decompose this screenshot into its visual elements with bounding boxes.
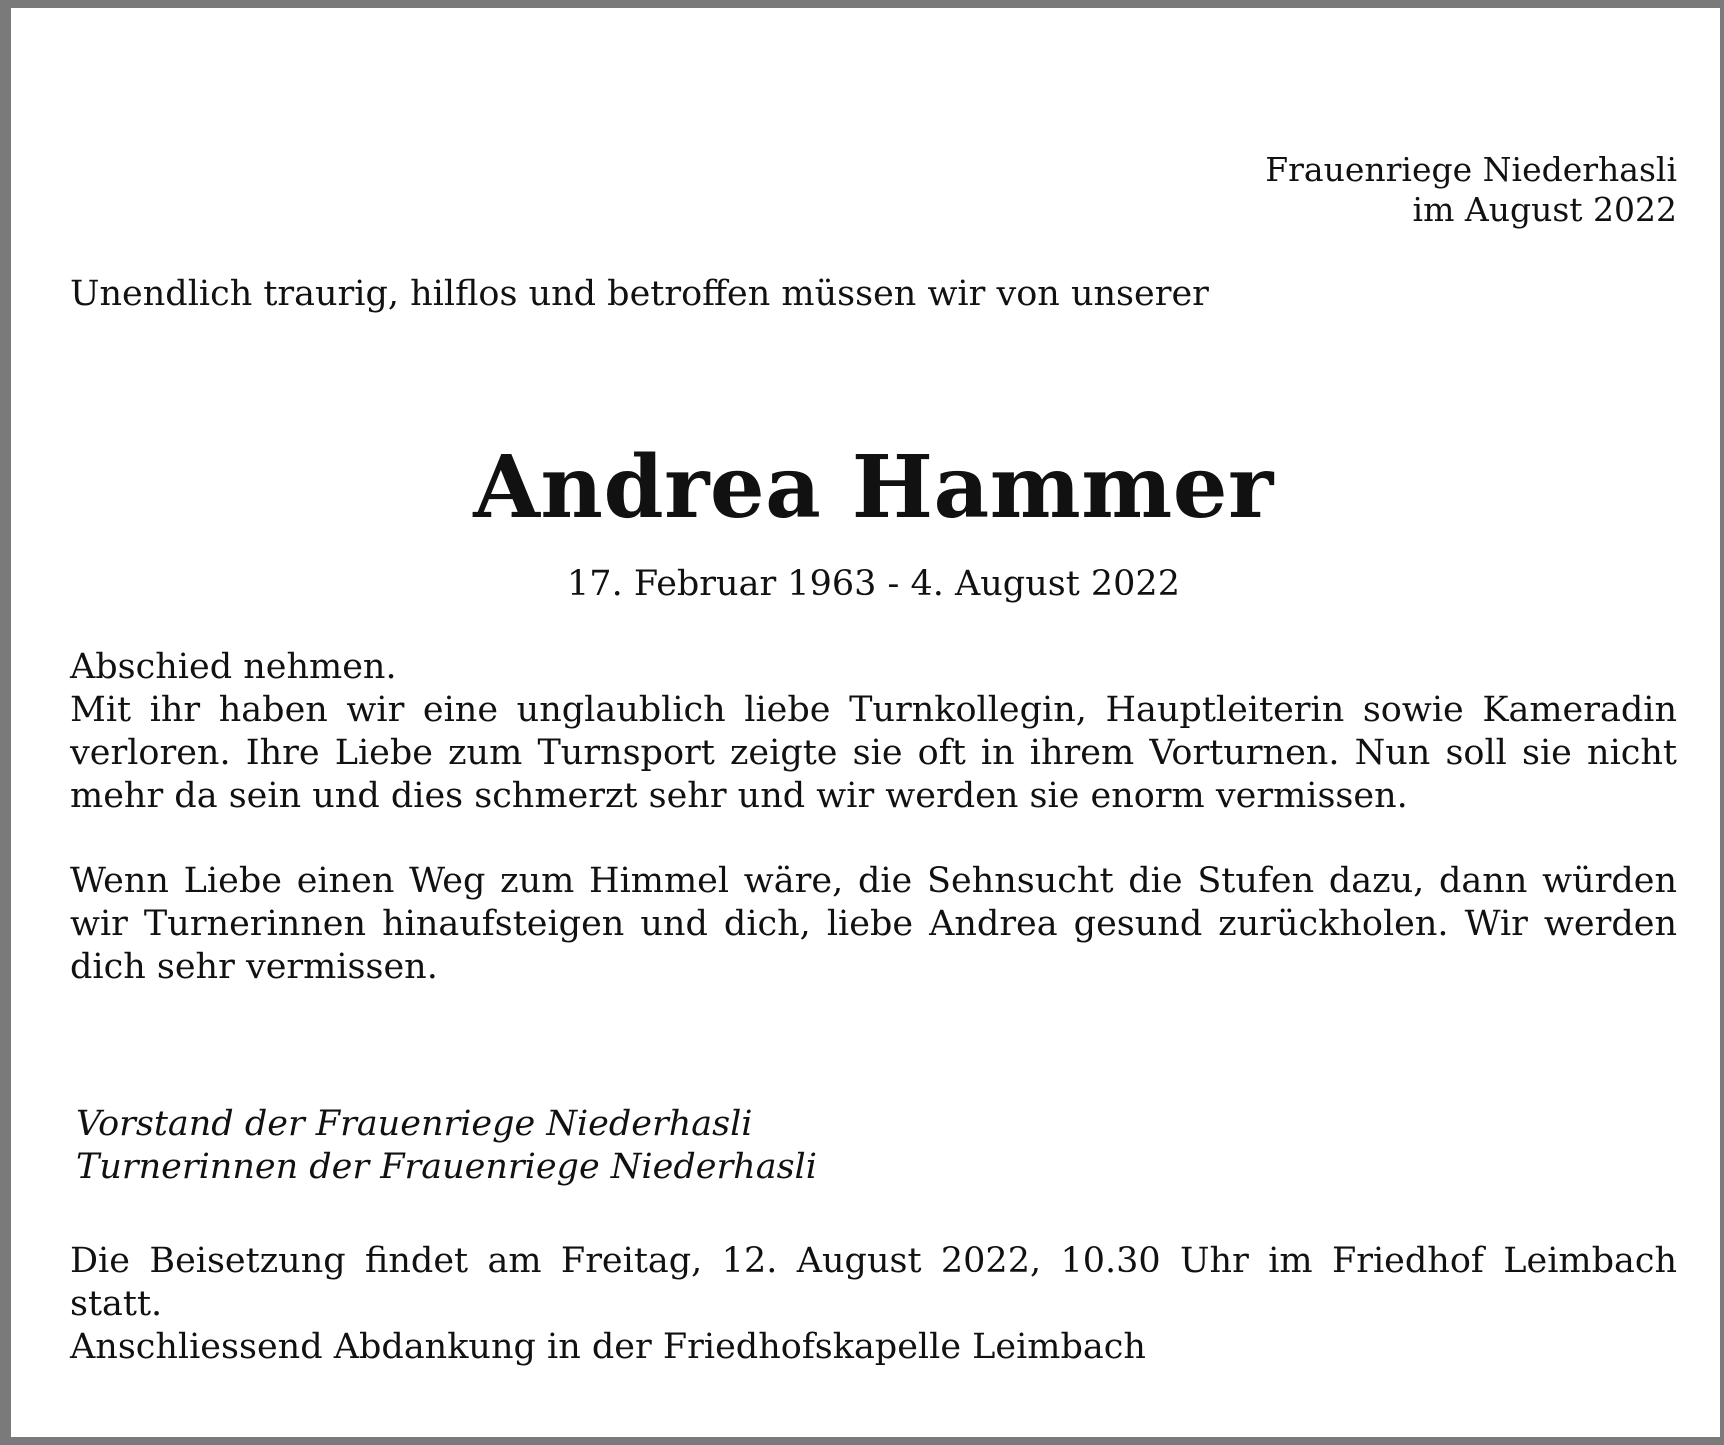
burial-text: Die Beisetzung findet am Freitag, 12. August 2022, 10.30 Uhr im Friedhof Leimbach statt. [70,1241,1677,1324]
deceased-name: Andrea Hammer [473,437,1274,538]
signer-gymnasts: Turnerinnen der Frauenriege Niederhasli [76,1147,817,1187]
farewell-paragraph [70,646,1677,818]
memorial-text: Anschliessend Abdankung in der Friedhofskapelle Leimbach [70,1327,1146,1367]
intro-text: Unendlich traurig, hilflos und betroffen müssen wir von unserer [70,274,1209,314]
signers-block [76,1103,1683,1189]
signer-board: Vorstand der Frauenriege Niederhasli [76,1104,753,1144]
burial-info [70,1240,1677,1369]
farewell-text: Mit ihr haben wir eine unglaublich liebe Turnkollegin, Hauptleiterin sowie Kameradin verloren. Ihre Liebe zum Turnsport zeigte sie oft in ihrem Vorturnen. Nun soll sie nicht mehr da sein und dies schmerzt sehr und wir werden sie enorm vermissen. [70,690,1677,816]
sender-block [70,150,1677,230]
farewell-first-line: Abschied nehmen. [70,647,397,687]
life-dates: 17. Februar 1963 - 4. August 2022 [567,564,1180,604]
sender-date: im August 2022 [1412,190,1677,229]
sender-organization: Frauenriege Niederhasli [1265,150,1677,189]
poem-paragraph: Wenn Liebe einen Weg zum Himmel wäre, die Sehnsucht die Stufen dazu, dann würden wir Turnerinnen hinaufsteigen und dich, liebe Andrea gesund zurückholen. Wir werden dich sehr vermissen. [70,861,1677,987]
